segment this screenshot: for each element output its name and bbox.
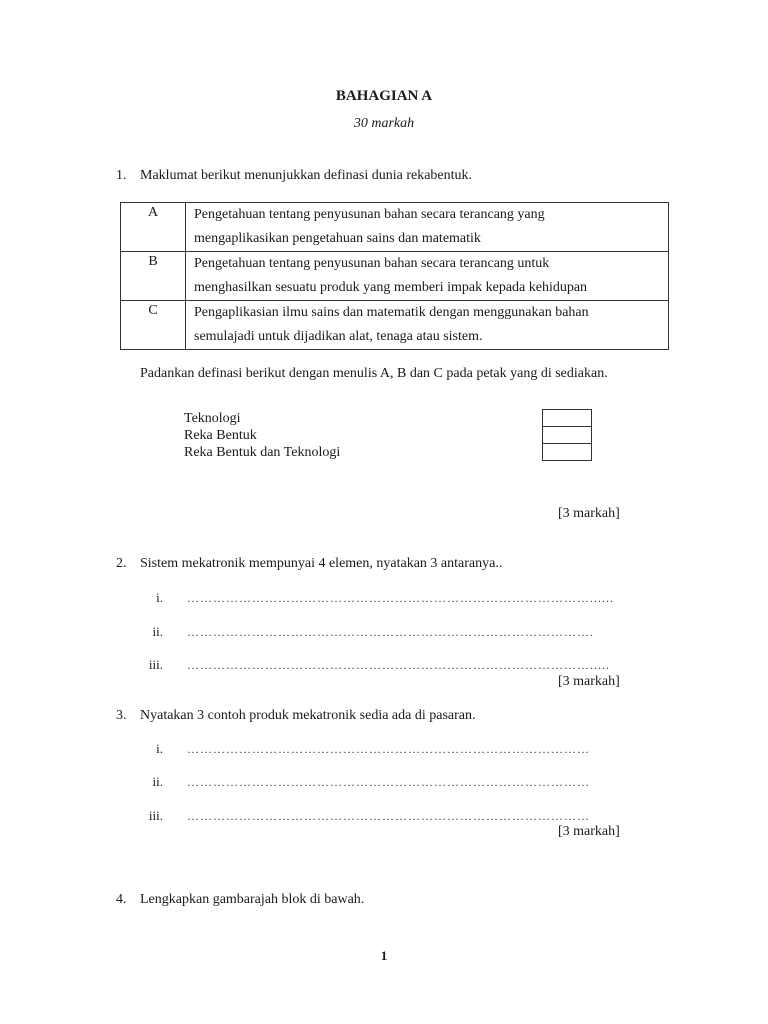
- question-1-instruction: Padankan definasi berikut dengan menulis A, B dan C pada petak yang di sediakan.: [140, 366, 608, 381]
- definition-key: B: [121, 252, 186, 301]
- answer-box[interactable]: [543, 410, 591, 427]
- definition-row: [121, 252, 669, 301]
- definition-line: Pengaplikasian ilmu sains dan matematik dengan menggunakan bahan: [194, 305, 589, 320]
- match-item: Teknologi: [184, 411, 241, 426]
- definition-key: C: [121, 301, 186, 350]
- answer-box[interactable]: [543, 444, 591, 460]
- match-item: Reka Bentuk: [184, 428, 257, 443]
- answer-line[interactable]: ………………………………………………………………………………….: [187, 625, 594, 639]
- answer-line[interactable]: …………………………………………………………………………………: [187, 809, 590, 823]
- answer-line[interactable]: …………………………………………………………………………………: [187, 742, 590, 756]
- question-1-text: Maklumat berikut menunjukkan definasi dunia rekabentuk.: [140, 168, 473, 183]
- definition-line: Pengetahuan tentang penyusunan bahan secara terancang untuk: [194, 256, 550, 271]
- answer-line-label: iii.: [148, 657, 163, 672]
- answer-line[interactable]: …………………………………………………………………………………......: [187, 591, 614, 605]
- answer-box[interactable]: [543, 427, 591, 444]
- match-item-list: [184, 410, 340, 461]
- definition-text: [186, 301, 669, 350]
- section-title: BAHAGIAN A: [335, 88, 433, 104]
- definition-row: [121, 301, 669, 350]
- question-3-number: 3.: [116, 708, 127, 723]
- answer-line-label: i.: [156, 590, 163, 605]
- section-marks: 30 markah: [353, 116, 415, 131]
- match-item: Reka Bentuk dan Teknologi: [184, 445, 341, 460]
- answer-boxes: [542, 409, 592, 461]
- question-2-text: Sistem mekatronik mempunyai 4 elemen, nyatakan 3 antaranya..: [140, 556, 503, 571]
- definition-text: [186, 252, 669, 301]
- question-4-text: Lengkapkan gambarajah blok di bawah.: [140, 892, 365, 907]
- question-1-marks: [3 markah]: [558, 506, 620, 521]
- definition-table: [120, 202, 669, 350]
- answer-line-label: ii.: [152, 624, 163, 639]
- definition-key: A: [121, 203, 186, 252]
- question-2-number: 2.: [116, 556, 127, 571]
- definition-line: Pengetahuan tentang penyusunan bahan secara terancang yang: [194, 207, 545, 222]
- answer-line-label: iii.: [148, 808, 163, 823]
- question-1-number: 1.: [116, 168, 127, 183]
- question-4-number: 4.: [116, 892, 127, 907]
- question-3-marks: [3 markah]: [558, 824, 620, 839]
- question-2-marks: [3 markah]: [558, 674, 620, 689]
- definition-line: mengaplikasikan pengetahuan sains dan matematik: [194, 231, 481, 246]
- definition-text: [186, 203, 669, 252]
- answer-line[interactable]: …………………………………………………………………………………: [187, 775, 590, 789]
- answer-line-label: ii.: [152, 774, 163, 789]
- page-number: 1: [380, 948, 388, 963]
- answer-line-label: i.: [156, 741, 163, 756]
- definition-line: menghasilkan sesuatu produk yang memberi impak kepada kehidupan: [194, 280, 588, 295]
- definition-line: semulajadi untuk dijadikan alat, tenaga atau sistem.: [194, 329, 483, 344]
- definition-row: [121, 203, 669, 252]
- question-3-text: Nyatakan 3 contoh produk mekatronik sedia ada di pasaran.: [140, 708, 476, 723]
- answer-line[interactable]: ………………………………………………………………………………….....: [187, 658, 610, 672]
